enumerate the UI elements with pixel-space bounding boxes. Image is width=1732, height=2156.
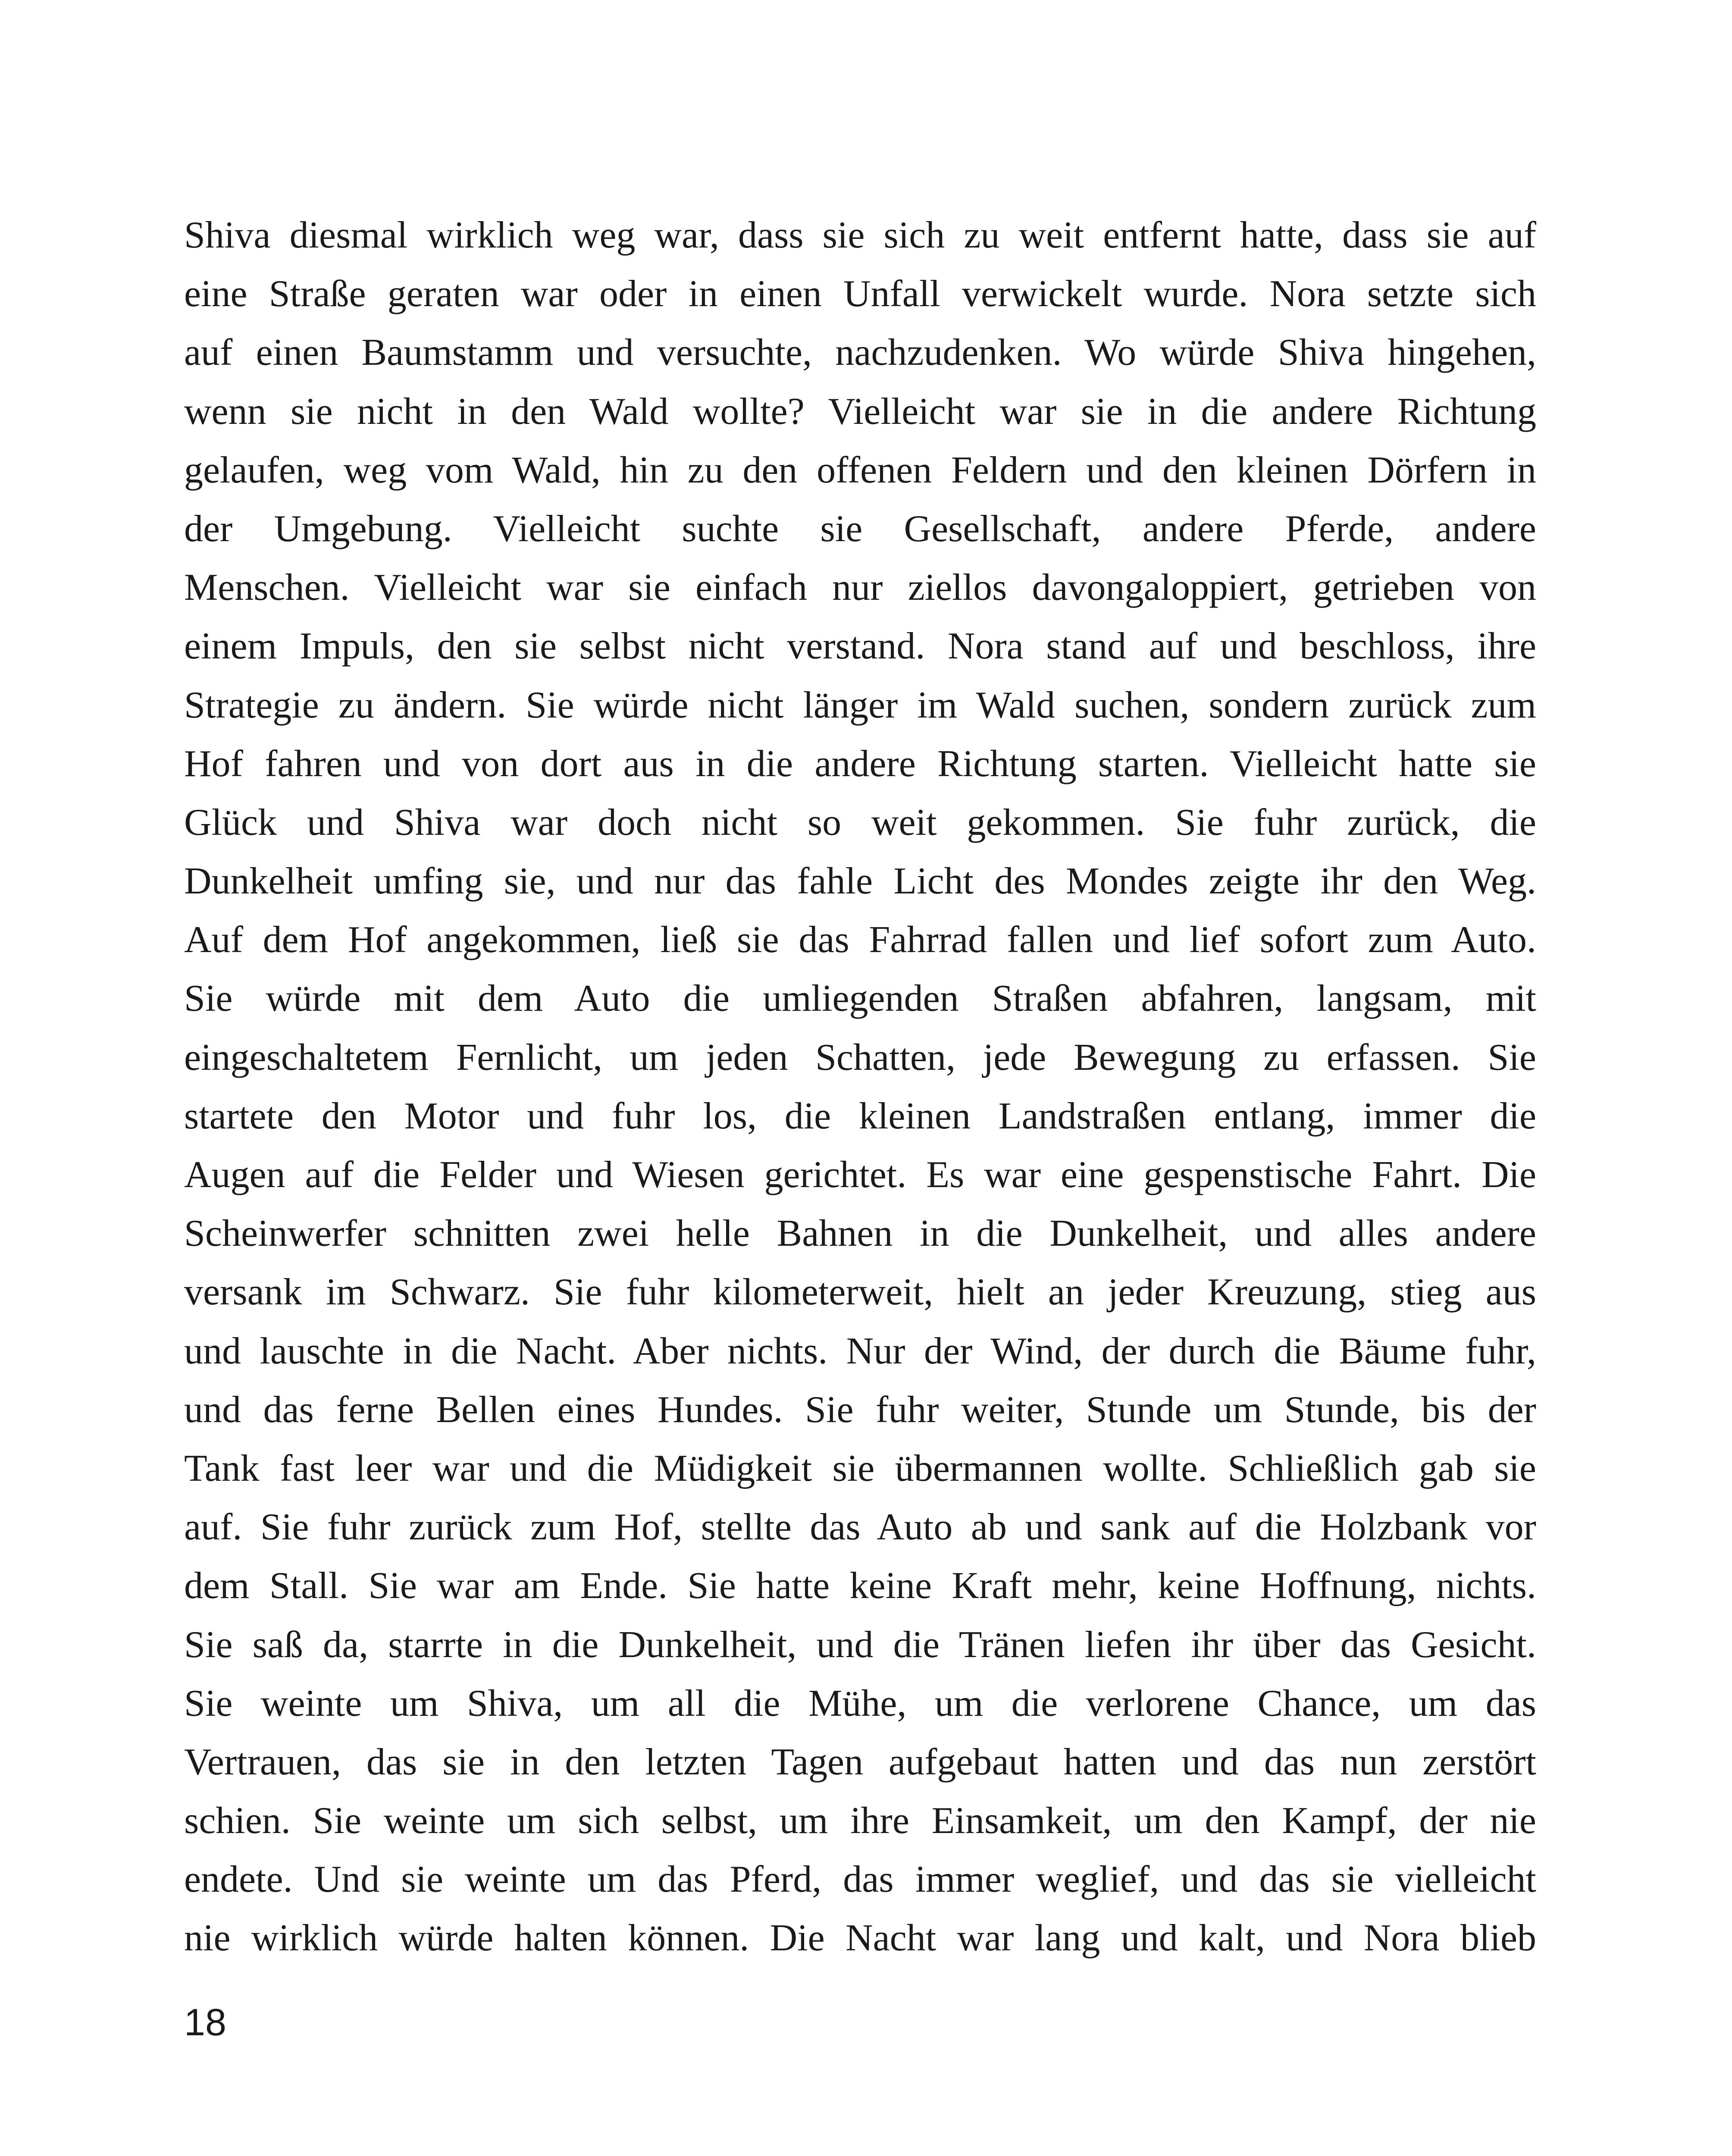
text-line: Strategie zu ändern. Sie würde nicht länger im Wald suchen, sondern zurück zum [184, 684, 1536, 726]
text-line: dem Stall. Sie war am Ende. Sie hatte keine Kraft mehr, keine Hoffnung, nichts. [184, 1565, 1536, 1607]
text-line: Scheinwerfer schnitten zwei helle Bahnen in die Dunkelheit, und alles andere [184, 1213, 1536, 1255]
text-line: schien. Sie weinte um sich selbst, um ihre Einsamkeit, um den Kampf, der nie [184, 1800, 1536, 1842]
text-line: und das ferne Bellen eines Hundes. Sie fuhr weiter, Stunde um Stunde, bis der [184, 1388, 1536, 1431]
text-line: Auf dem Hof angekommen, ließ sie das Fahrrad fallen und lief sofort zum Auto. [184, 919, 1536, 961]
text-line: Menschen. Vielleicht war sie einfach nur ziellos davongaloppiert, getrieben von [184, 567, 1536, 609]
text-line: einem Impuls, den sie selbst nicht verstand. Nora stand auf und beschloss, ihre [184, 625, 1536, 667]
text-line: Shiva diesmal wirklich weg war, dass sie sich zu weit entfernt hatte, dass sie auf [184, 214, 1536, 256]
text-line: Vertrauen, das sie in den letzten Tagen aufgebaut hatten und das nun zerstört [184, 1741, 1536, 1783]
text-line: Sie weinte um Shiva, um all die Mühe, um die verlorene Chance, um das [184, 1682, 1536, 1724]
text-line: nie wirklich würde halten können. Die Nacht war lang und kalt, und Nora blieb [184, 1917, 1536, 1959]
text-line: auf. Sie fuhr zurück zum Hof, stellte das Auto ab und sank auf die Holzbank vor [184, 1506, 1536, 1548]
text-line: gelaufen, weg vom Wald, hin zu den offenen Feldern und den kleinen Dörfern in [184, 449, 1536, 491]
text-line: Sie würde mit dem Auto die umliegenden Straßen abfahren, langsam, mit [184, 978, 1536, 1020]
text-line: Dunkelheit umfing sie, und nur das fahle Licht des Mondes zeigte ihr den Weg. [184, 860, 1536, 903]
text-line: startete den Motor und fuhr los, die kleinen Landstraßen entlang, immer die [184, 1095, 1536, 1137]
text-line: wenn sie nicht in den Wald wollte? Vielleicht war sie in die andere Richtung [184, 390, 1536, 432]
text-line: eingeschaltetem Fernlicht, um jeden Schatten, jede Bewegung zu erfassen. Sie [184, 1036, 1536, 1078]
text-line: und lauschte in die Nacht. Aber nichts. Nur der Wind, der durch die Bäume fuhr, [184, 1330, 1536, 1372]
text-line: Augen auf die Felder und Wiesen gerichtet. Es war eine gespenstische Fahrt. Die [184, 1154, 1536, 1196]
text-line: eine Straße geraten war oder in einen Unfall verwickelt wurde. Nora setzte sich [184, 273, 1536, 315]
text-line: Tank fast leer war und die Müdigkeit sie übermannen wollte. Schließlich gab sie [184, 1447, 1536, 1489]
page-number: 18 [184, 2001, 226, 2043]
body-text [184, 206, 1536, 1968]
text-line: Hof fahren und von dort aus in die andere Richtung starten. Vielleicht hatte sie [184, 743, 1536, 785]
text-line: auf einen Baumstamm und versuchte, nachzudenken. Wo würde Shiva hingehen, [184, 332, 1536, 374]
text-line: der Umgebung. Vielleicht suchte sie Gesellschaft, andere Pferde, andere [184, 508, 1536, 550]
text-line: Glück und Shiva war doch nicht so weit gekommen. Sie fuhr zurück, die [184, 801, 1536, 843]
text-line: endete. Und sie weinte um das Pferd, das immer weglief, und das sie vielleicht [184, 1858, 1536, 1901]
text-line: versank im Schwarz. Sie fuhr kilometerweit, hielt an jeder Kreuzung, stieg aus [184, 1271, 1536, 1313]
text-line: Sie saß da, starrte in die Dunkelheit, und die Tränen liefen ihr über das Gesicht. [184, 1623, 1536, 1666]
